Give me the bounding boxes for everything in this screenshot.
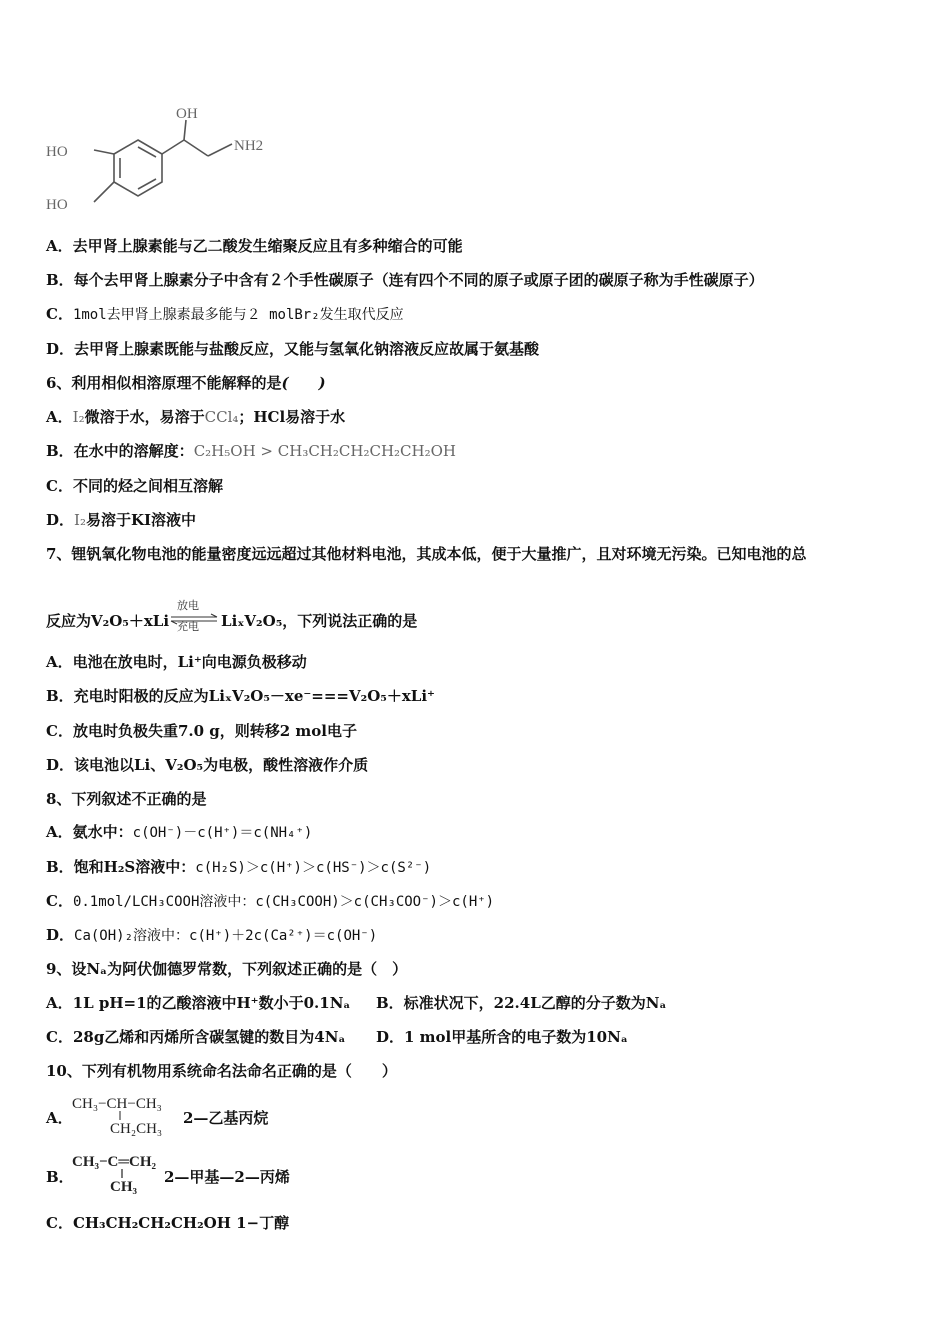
q6-d-end: 易溶于KI溶液中 — [85, 511, 197, 529]
q6-d-prefix: D． — [46, 511, 75, 529]
q9-stem: 9、设Nₐ为阿伏伽德罗常数，下列叙述正确的是（ ） — [46, 960, 408, 978]
q6-stem-text: 6、利用相似相溶原理不能解释的是 — [46, 374, 282, 392]
oh-label: OH — [176, 106, 198, 122]
q8-stem: 8、下列叙述不正确的是 — [46, 790, 207, 808]
q6-b-formula: C₂H₅OH > CH₃CH₂CH₂CH₂CH₂OH — [193, 442, 456, 460]
q6-option-a — [46, 407, 345, 427]
reversible-arrow — [169, 599, 221, 634]
q7-option-a: A．电池在放电时，Li⁺向电源负极移动 — [46, 653, 307, 671]
q8-d-prefix: D． — [46, 926, 75, 944]
q7-reaction-product: LiₓV₂O₅ — [221, 612, 283, 630]
q8-a-eq: c(OH⁻)－c(H⁺)＝c(NH₄⁺) — [132, 825, 313, 841]
q6-a-mid: 微溶于水，易溶于 — [84, 408, 205, 426]
q9-option-c: C．28g乙烯和丙烯所含碳氢键的数目为4Nₐ — [46, 1028, 346, 1046]
q7-reaction-suffix: ，下列说法正确的是 — [282, 612, 418, 630]
ho-label-2: HO — [46, 197, 68, 213]
q5-option-c — [46, 304, 404, 325]
q8-c-prefix: C． — [46, 892, 73, 910]
q10-a-formula — [72, 1092, 182, 1138]
q10-b-formula-line1: CH₃−C═CH₂ — [72, 1154, 157, 1170]
q9-option-b: B．标准状况下，22.4L乙醇的分子数为Nₐ — [376, 994, 667, 1012]
q10-b-formula — [72, 1150, 172, 1196]
q7-option-c: C．放电时负极失重7.0 g，则转移2 mol电子 — [46, 722, 357, 740]
nh2-label: NH2 — [234, 138, 264, 154]
q8-a-prefix: A．氨水中： — [46, 823, 133, 841]
q9-option-d: D．1 mol甲基所含的电子数为10Nₐ — [376, 1028, 628, 1046]
q10-b-formula-line2: CH₃ — [110, 1179, 137, 1195]
q10-b-prefix: B． — [46, 1168, 74, 1186]
q6-a-prefix: A． — [46, 408, 73, 426]
norepinephrine-structure — [40, 100, 280, 220]
q8-d-text: Ca(OH)₂溶液中：c(H⁺)＋2c(Ca²⁺)＝c(OH⁻) — [74, 928, 378, 944]
q9-option-a: A．1L pH=1的乙酸溶液中H⁺数小于0.1Nₐ — [46, 994, 351, 1012]
q7-option-d: D．该电池以Li、V₂O₅为电极，酸性溶液作介质 — [46, 756, 369, 774]
q6-b-prefix: B．在水中的溶解度： — [46, 442, 194, 460]
q5-option-b: B．每个去甲肾上腺素分子中含有２个手性碳原子（连有四个不同的原子或原子团的碳原子称为手性碳原子） — [46, 271, 764, 289]
q10-a-formula-line1: CH₃−CH−CH₃ — [72, 1096, 162, 1112]
q10-a-formula-line2: CH₂CH₃ — [110, 1121, 163, 1137]
q7-reaction — [46, 599, 418, 634]
q6-option-b — [46, 441, 456, 461]
q5-option-c-prefix: C． — [46, 305, 73, 323]
q10-a-name: 2—乙基丙烷 — [183, 1109, 269, 1127]
q8-option-c — [46, 891, 494, 912]
q7-reaction-prefix: 反应为V₂O₅＋xLi — [46, 612, 170, 630]
q10-a-prefix: A． — [46, 1109, 73, 1127]
q5-option-c-text: 1mol去甲肾上腺素最多能与２ molBr₂发生取代反应 — [72, 307, 404, 323]
q10-option-c: C．CH₃CH₂CH₂CH₂OH 1−丁醇 — [46, 1214, 290, 1232]
ho-label-1: HO — [46, 144, 68, 160]
q5-option-d: D．去甲肾上腺素既能与盐酸反应，又能与氢氧化钠溶液反应故属于氨基酸 — [46, 340, 540, 358]
q6-paren: ( ) — [281, 374, 326, 392]
q6-d-i2: I₂ — [74, 511, 86, 529]
q6-stem — [46, 373, 326, 393]
q6-a-ccl4: CCl₄ — [204, 408, 239, 426]
q8-b-prefix: B．饱和H₂S溶液中： — [46, 858, 196, 876]
q8-c-text: 0.1mol/LCH₃COOH溶液中：c(CH₃COOH)＞c(CH₃COO⁻)＞c(H⁺) — [72, 894, 495, 910]
q8-option-a — [46, 822, 312, 843]
q7-stem: 7、锂钒氧化物电池的能量密度远远超过其他材料电池，其成本低，便于大量推广，且对环境无污染。已知电池的总 — [46, 545, 807, 563]
q6-a-i2: I₂ — [72, 408, 85, 426]
q6-a-end: ；HCl易溶于水 — [238, 408, 346, 426]
q8-b-eq: c(H₂S)＞c(H⁺)＞c(HS⁻)＞c(S²⁻) — [195, 860, 432, 876]
q8-option-d — [46, 925, 377, 946]
discharge-label: 放电 — [177, 599, 200, 612]
q5-option-a: A．去甲肾上腺素能与乙二酸发生缩聚反应且有多种缩合的可能 — [46, 237, 463, 255]
charge-label: 充电 — [177, 620, 200, 633]
q7-option-b: B．充电时阳极的反应为LiₓV₂O₅－xe⁻===V₂O₅＋xLi⁺ — [46, 687, 435, 705]
q8-option-b — [46, 857, 431, 878]
q6-option-c: C．不同的烃之间相互溶解 — [46, 477, 223, 495]
q10-b-name: 2—甲基—2—丙烯 — [164, 1168, 290, 1186]
q10-stem: 10、下列有机物用系统命名法命名正确的是（ ） — [46, 1062, 397, 1080]
q6-option-d — [46, 510, 196, 530]
